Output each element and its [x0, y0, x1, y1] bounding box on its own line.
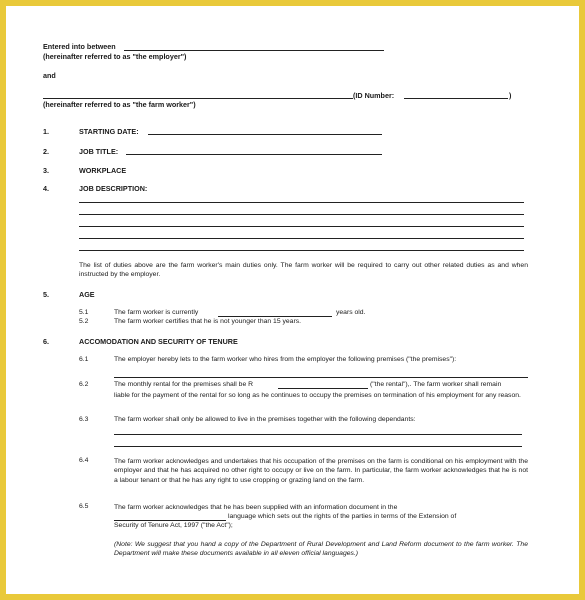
workplace-label: WORKPLACE: [79, 166, 127, 175]
id-close-paren: ): [509, 91, 512, 100]
job-description-line[interactable]: [79, 214, 524, 215]
age-line[interactable]: [218, 316, 332, 317]
job-title-line[interactable]: [126, 154, 382, 155]
clause-6-2-text: The monthly rental for the premises shall be R: [114, 381, 254, 388]
accommodation-label: ACCOMODATION AND SECURITY OF TENURE: [79, 337, 238, 346]
clause-6-1-text: The employer hereby lets to the farm worker who hires from the employer the following premises ("the premises"):: [114, 356, 457, 363]
clause-5-2-text: The farm worker certifies that he is not younger than 15 years.: [114, 318, 302, 325]
employer-name-line[interactable]: [124, 50, 384, 51]
language-line[interactable]: [114, 520, 226, 521]
clause-6-5-number: 6.5: [79, 503, 89, 510]
clause-6-5-text-end: Security of Tenure Act, 1997 ("the Act");: [114, 522, 233, 529]
premises-line[interactable]: [114, 377, 528, 378]
clause-6-3-text: The farm worker shall only be allowed to live in the premises together with the following dependants:: [114, 416, 416, 423]
job-description-line[interactable]: [79, 238, 524, 239]
entered-into-label: Entered into between: [43, 42, 116, 51]
job-description-line[interactable]: [79, 250, 524, 251]
farm-worker-reference: (hereinafter referred to as "the farm worker"): [43, 100, 196, 109]
and-label: and: [43, 71, 56, 80]
job-description-line[interactable]: [79, 226, 524, 227]
dependants-line[interactable]: [114, 434, 522, 435]
job-description-label: JOB DESCRIPTION:: [79, 184, 148, 193]
clause-5-1-text: The farm worker is currently: [114, 309, 199, 316]
clause-6-1-number: 6.1: [79, 356, 89, 363]
section-6-number: 6.: [43, 337, 49, 346]
duties-note: The list of duties above are the farm worker's main duties only. The farm worker will be required to carry out other related duties as and when instructed by the employer.: [79, 262, 528, 279]
clause-6-2-number: 6.2: [79, 381, 89, 388]
id-number-line[interactable]: [404, 98, 508, 99]
dependants-line[interactable]: [114, 446, 522, 447]
starting-date-label: STARTING DATE:: [79, 127, 139, 136]
job-title-label: JOB TITLE:: [79, 147, 119, 156]
section-5-number: 5.: [43, 290, 49, 299]
id-number-label: (ID Number:: [353, 91, 395, 100]
language-note: (Note: We suggest that you hand a copy of the Department of Rural Development and Land Reform document to the farm worker. The Department will make these documents available in all eleven official languages.): [114, 541, 528, 558]
document-page: [6, 6, 579, 594]
clause-6-4-number: 6.4: [79, 457, 89, 464]
section-1-number: 1.: [43, 127, 49, 136]
clause-6-4-text: The farm worker acknowledges and undertakes that his occupation of the premises on the farm is conditional on his employment with the employer and that he has acquired no other right to occupy or live on the farm. In particular, the farm worker acknowledges that he is not a labour tenant or that he has any right to use cropping or grazing land on the farm.: [114, 458, 528, 484]
clause-5-1-number: 5.1: [79, 309, 89, 316]
rental-amount-line[interactable]: [278, 388, 368, 389]
employer-reference: (hereinafter referred to as "the employer"): [43, 52, 187, 61]
clause-6-2-text-rest: liable for the payment of the rental for so long as he continues to occupy the premises on termination of his employment for any reason.: [114, 392, 521, 399]
clause-6-5-text: The farm worker acknowledges that he has been supplied with an information document in the: [114, 504, 398, 511]
age-label: AGE: [79, 290, 95, 299]
clause-5-2-number: 5.2: [79, 318, 89, 325]
section-4-number: 4.: [43, 184, 49, 193]
clause-6-5-text-cont: language which sets out the rights of the parties in terms of the Extension of: [228, 513, 457, 520]
job-description-line[interactable]: [79, 202, 524, 203]
section-2-number: 2.: [43, 147, 49, 156]
clause-6-2-text-cont: ("the rental"),. The farm worker shall remain: [370, 381, 502, 388]
clause-6-3-number: 6.3: [79, 416, 89, 423]
farm-worker-name-line[interactable]: [43, 98, 353, 99]
clause-5-1-suffix: years old.: [336, 309, 366, 316]
section-3-number: 3.: [43, 166, 49, 175]
starting-date-line[interactable]: [148, 134, 382, 135]
